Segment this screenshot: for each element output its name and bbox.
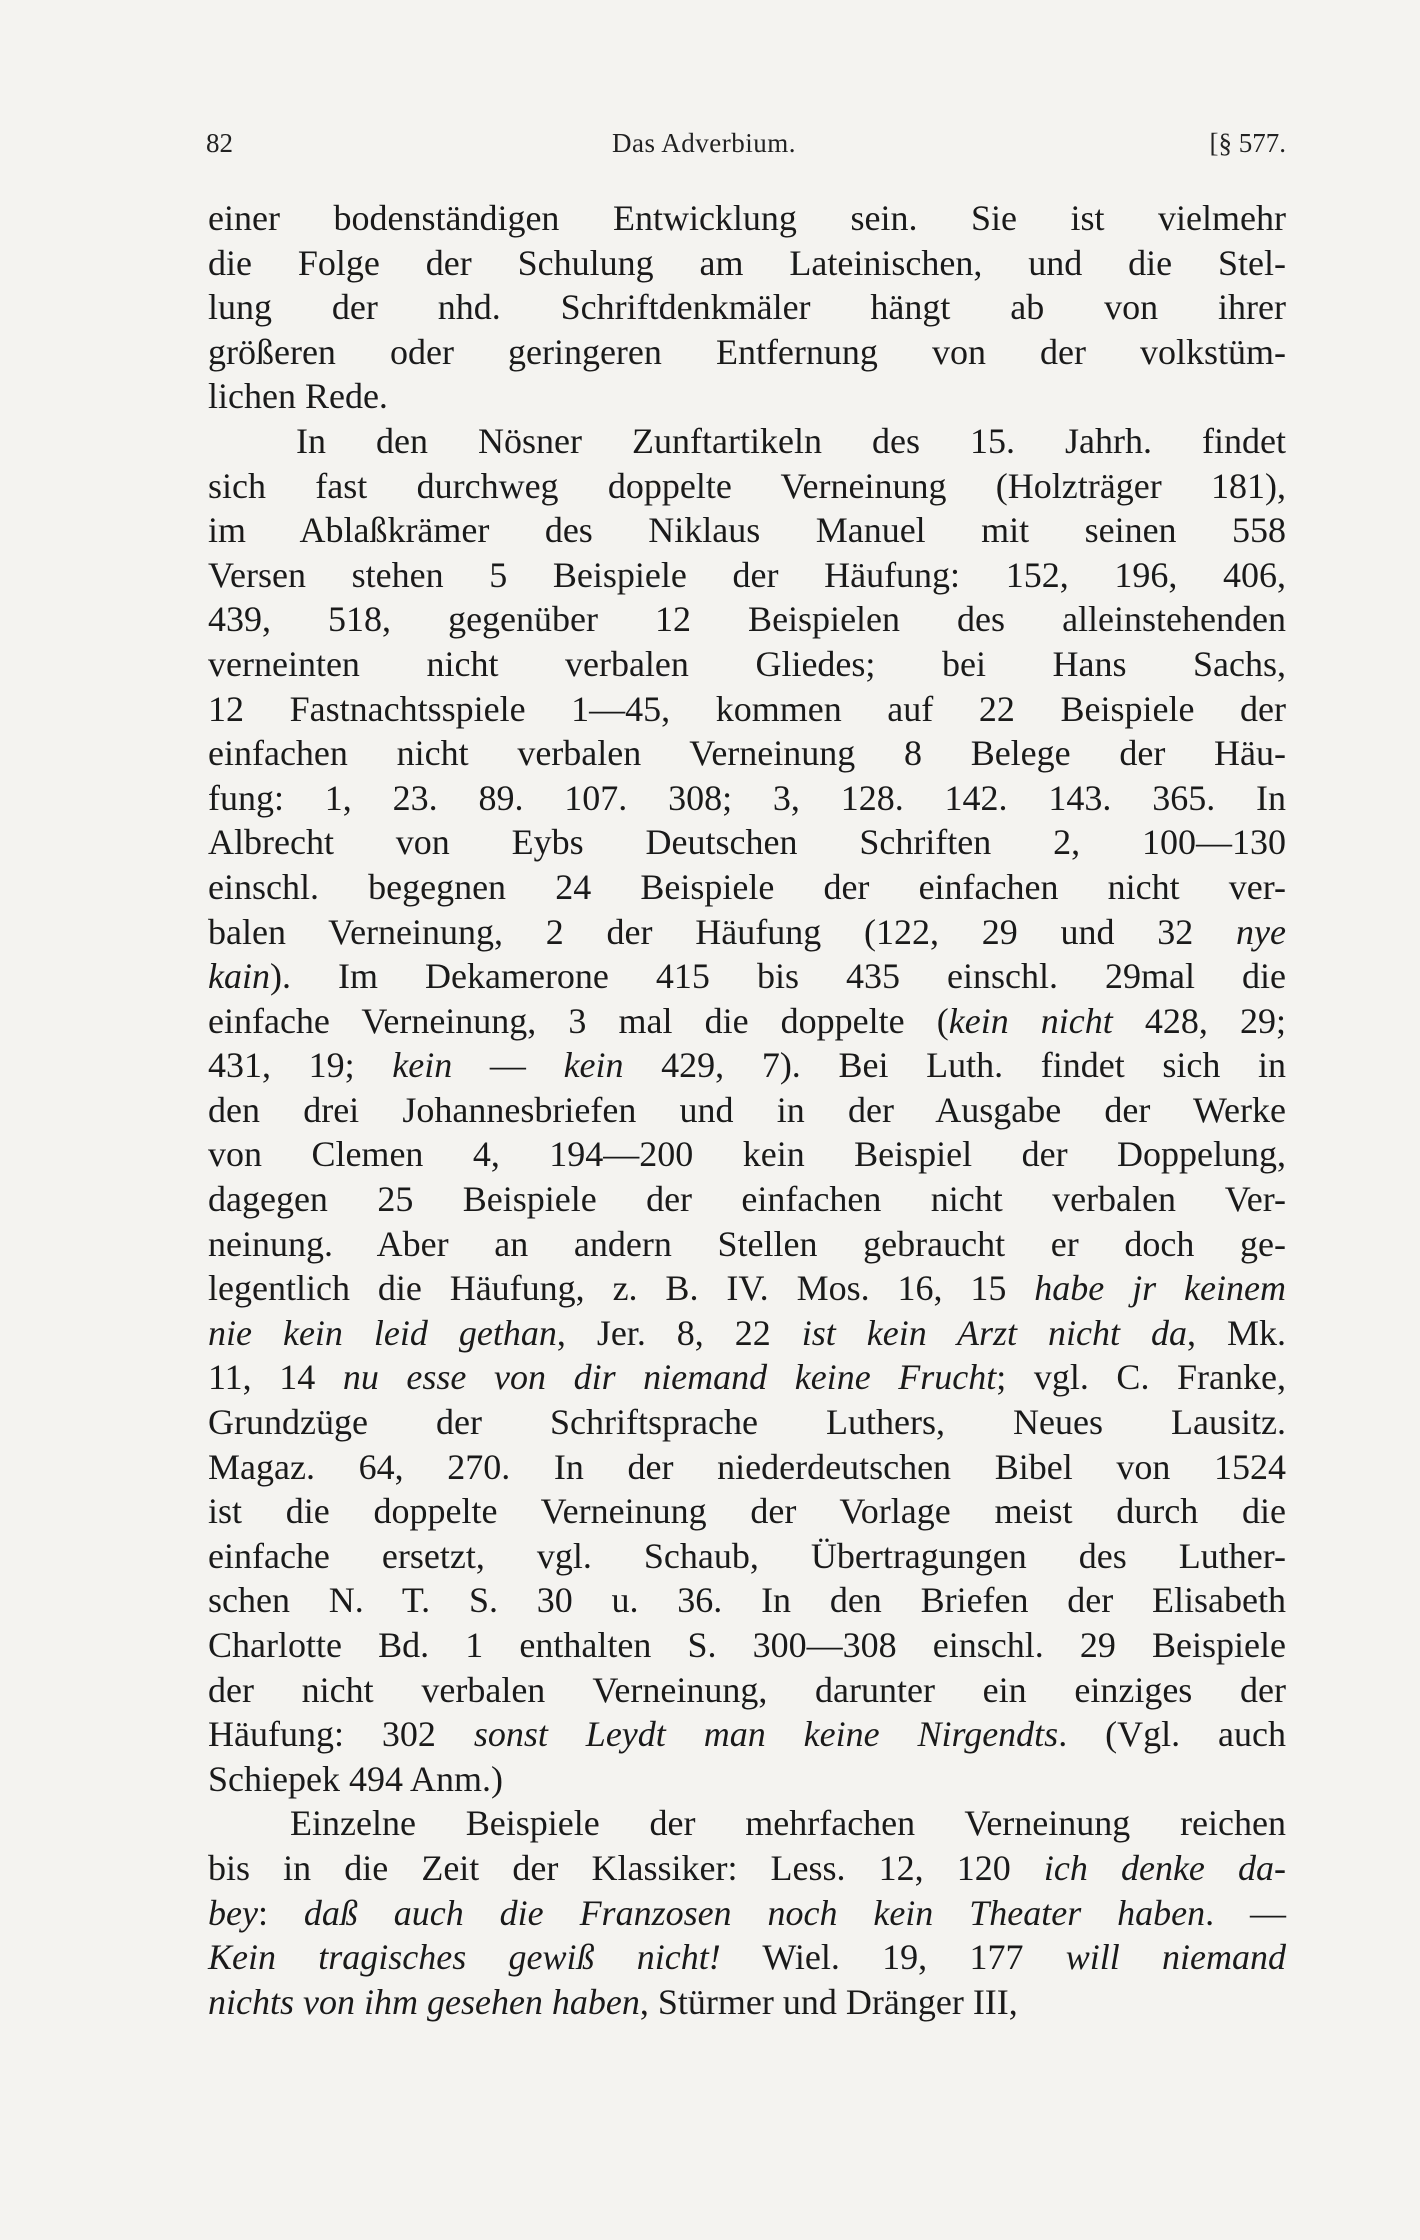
text-segment: größeren oder geringeren Entfernung von der volkstüm- [208, 331, 1286, 372]
italic-segment: daß auch die Franzosen noch kein Theater haben [303, 1892, 1206, 1933]
italic-segment: nie kein leid gethan [208, 1312, 557, 1353]
italic-segment: kain [208, 956, 270, 997]
text-line [208, 553, 1286, 598]
text-line [208, 1088, 1286, 1133]
text-segment: sich fast durchweg doppelte Verneinung (Holzträger 181), [208, 465, 1286, 506]
text-line [208, 1355, 1286, 1400]
text-line [208, 1311, 1286, 1356]
text-segment: 431, 19; [208, 1045, 393, 1086]
text-segment: bis in die Zeit der Klassiker: Less. 12, 120 [208, 1847, 1044, 1888]
italic-segment: kein nicht [948, 1000, 1113, 1041]
text-segment: Charlotte Bd. 1 enthalten S. 300—308 einschl. 29 Beispiele [208, 1625, 1286, 1665]
text-segment: fung: 1, 23. 89. 107. 308; 3, 128. 142. 143. 365. In [208, 777, 1286, 818]
text-segment: 429, 7). Bei Luth. findet sich in [623, 1045, 1286, 1086]
text-line [208, 731, 1286, 776]
text-line [208, 1578, 1286, 1623]
text-line [208, 999, 1286, 1044]
text-line [208, 508, 1286, 553]
text-segment: ist die doppelte Verneinung der Vorlage meist durch die [208, 1491, 1286, 1532]
text-line [208, 419, 1286, 464]
text-segment: einfache Verneinung, 3 mal die doppelte ( [208, 1000, 949, 1041]
text-segment: , Mk. [1187, 1312, 1286, 1353]
text-line [208, 865, 1286, 910]
text-line [208, 1400, 1286, 1445]
text-line [208, 196, 1286, 241]
page-number: 82 [206, 128, 233, 158]
text-segment: , Stürmer und Dränger III, [639, 1981, 1018, 2022]
italic-segment: bey [208, 1892, 258, 1933]
text-line [208, 1891, 1286, 1936]
text-line [208, 1489, 1286, 1534]
running-header [206, 128, 1286, 168]
text-line [208, 285, 1286, 330]
text-line [208, 1534, 1286, 1579]
text-line [208, 910, 1286, 955]
text-line [208, 1623, 1286, 1668]
text-segment: lichen Rede. [208, 376, 388, 417]
text-segment: der nicht verbalen Verneinung, darunter ein einziges der [208, 1669, 1286, 1710]
text-line [208, 464, 1286, 509]
italic-segment: kein [563, 1045, 624, 1086]
italic-segment: nichts von ihm gesehen haben [208, 1981, 640, 2022]
body-text [208, 196, 1286, 2024]
text-segment: Einzelne Beispiele der mehrfachen Verneinung reichen [290, 1803, 1286, 1844]
italic-segment: will niemand [1065, 1937, 1287, 1978]
text-segment: die Folge der Schulung am Lateinischen, und die Stel- [208, 242, 1286, 283]
text-line [208, 1935, 1286, 1980]
text-line [208, 1177, 1286, 1222]
italic-segment: sonst Leydt man keine Nirgendts [473, 1714, 1059, 1755]
italic-segment: nye [1236, 911, 1286, 952]
text-segment: Grundzüge der Schriftsprache Luthers, Neues Lausitz. [208, 1402, 1286, 1443]
text-line [208, 776, 1286, 821]
text-line [208, 1266, 1286, 1311]
text-line [208, 1712, 1286, 1757]
text-line [208, 1222, 1286, 1267]
text-line [208, 687, 1286, 732]
text-line [208, 1846, 1286, 1891]
text-segment: Magaz. 64, 270. In der niederdeutschen Bibel von 1524 [208, 1446, 1286, 1487]
text-line [208, 954, 1286, 999]
text-segment: verneinten nicht verbalen Gliedes; bei Hans Sachs, [208, 643, 1286, 684]
text-segment: 439, 518, gegenüber 12 Beispielen des alleinstehenden [208, 599, 1286, 640]
text-line [208, 1668, 1286, 1713]
text-segment: Wiel. 19, 177 [720, 1937, 1066, 1978]
text-line [208, 374, 1286, 419]
text-line [208, 241, 1286, 286]
text-segment: . (Vgl. auch [1058, 1714, 1286, 1755]
text-segment: Albrecht von Eybs Deutschen Schriften 2, 100—130 [208, 822, 1286, 863]
text-segment: von Clemen 4, 194—200 kein Beispiel der Doppelung, [208, 1134, 1286, 1175]
text-line [208, 642, 1286, 687]
running-title: Das Adverbium. [612, 128, 796, 158]
italic-segment: Kein tragisches gewiß nicht! [208, 1937, 721, 1978]
text-segment: lung der nhd. Schriftdenkmäler hängt ab von ihrer [208, 287, 1286, 328]
section-marker: [§ 577. [1209, 128, 1286, 158]
text-line [208, 1445, 1286, 1490]
text-segment: einfache ersetzt, vgl. Schaub, Übertragungen des Luther- [208, 1535, 1286, 1576]
italic-segment: ich denke da- [1043, 1847, 1286, 1888]
text-line [208, 597, 1286, 642]
italic-segment: ist kein Arzt nicht da [801, 1312, 1187, 1353]
text-segment: — [452, 1045, 564, 1086]
text-segment: Schiepek 494 Anm.) [208, 1758, 503, 1799]
text-segment: Häufung: 302 [208, 1714, 474, 1755]
text-segment: einer bodenständigen Entwicklung sein. Sie ist vielmehr [208, 198, 1286, 238]
text-segment: ; vgl. C. Franke, [996, 1357, 1286, 1398]
text-segment: schen N. T. S. 30 u. 36. In den Briefen der Elisabeth [208, 1580, 1286, 1621]
text-segment: Versen stehen 5 Beispiele der Häufung: 152, 196, 406, [208, 554, 1286, 595]
text-segment: einschl. begegnen 24 Beispiele der einfachen nicht ver- [208, 866, 1286, 907]
text-line [208, 1043, 1286, 1088]
text-line [208, 1980, 1286, 2025]
text-segment: : [257, 1892, 304, 1933]
text-segment: . — [1205, 1892, 1286, 1933]
text-segment: ). Im Dekamerone 415 bis 435 einschl. 29mal die [269, 956, 1286, 997]
text-segment: legentlich die Häufung, z. B. IV. Mos. 16, 15 [208, 1268, 1035, 1309]
text-line [208, 1801, 1286, 1846]
text-segment: 12 Fastnachtsspiele 1—45, kommen auf 22 Beispiele der [208, 688, 1286, 729]
text-segment: den drei Johannesbriefen und in der Ausgabe der Werke [208, 1089, 1286, 1130]
text-segment: In den Nösner Zunftartikeln des 15. Jahrh. findet [296, 420, 1286, 461]
text-segment: , Jer. 8, 22 [556, 1312, 802, 1353]
text-segment: balen Verneinung, 2 der Häufung (122, 29 und 32 [208, 911, 1237, 952]
text-line [208, 1757, 1286, 1802]
text-segment: dagegen 25 Beispiele der einfachen nicht verbalen Ver- [208, 1179, 1286, 1220]
text-segment: 11, 14 [208, 1357, 343, 1398]
italic-segment: nu esse von dir niemand keine Frucht [342, 1357, 997, 1398]
text-line [208, 330, 1286, 375]
text-segment: einfachen nicht verbalen Verneinung 8 Belege der Häu- [208, 733, 1286, 774]
italic-segment: habe jr keinem [1034, 1268, 1286, 1309]
text-segment: im Ablaßkrämer des Niklaus Manuel mit seinen 558 [208, 510, 1286, 551]
text-line [208, 820, 1286, 865]
text-line [208, 1132, 1286, 1177]
italic-segment: kein [392, 1045, 453, 1086]
text-segment: neinung. Aber an andern Stellen gebraucht er doch ge- [208, 1223, 1286, 1264]
text-segment: 428, 29; [1112, 1000, 1286, 1041]
